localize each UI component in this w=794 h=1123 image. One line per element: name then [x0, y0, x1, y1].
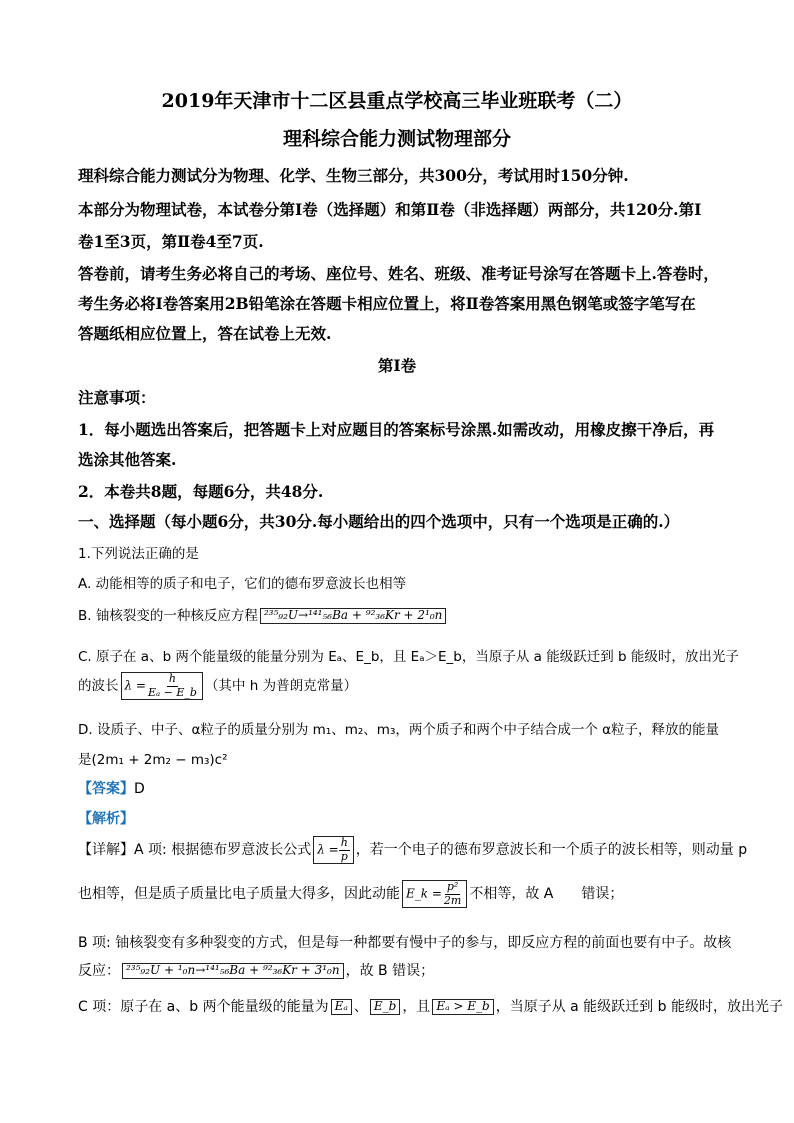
option-b-text: B. 铀核裂变的一种核反应方程 — [78, 608, 258, 624]
detail-2-fraction — [442, 881, 463, 907]
option-a: A. 动能相等的质子和电子，它们的德布罗意波长也相等 — [78, 576, 407, 592]
option-c-formula — [121, 672, 203, 700]
intro-line-3: 卷1至3页，第Ⅱ卷4至7页. — [78, 232, 264, 251]
option-c-prefix: 的波长 — [78, 678, 119, 695]
detail-line-2 — [78, 880, 623, 908]
detail-4-text-a: 反应： — [78, 963, 120, 979]
detail-5-box-ea: Eₐ — [331, 999, 352, 1015]
detail-4-formula: ²³⁵₉₂U + ¹₀n→¹⁴¹₅₆Ba + ⁹²₃₆Kr + 3¹₀n — [122, 963, 344, 979]
detail-4-text-b: ，故 B 错误； — [345, 963, 435, 979]
notice-2: 2．本卷共8题，每题6分，共48分. — [78, 482, 324, 501]
detail-1-text-b: ，若一个电子的德布罗意波长和一个质子的波长相等，则动量 p — [355, 842, 748, 859]
detail-5-box-inequality: Eₐ > E_b — [432, 999, 493, 1015]
detail-1-text-a: A 项: 根据德布罗意波长公式 — [134, 842, 312, 859]
detail-1-formula — [313, 836, 354, 864]
part-title: 一、选择题（每小题6分，共30分.每小题给出的四个选项中，只有一个选项是正确的.） — [78, 512, 680, 531]
detail-1-denominator: p — [340, 849, 348, 863]
option-d-line-2: 是(2m₁ + 2m₂ − m₃)c² — [78, 752, 228, 768]
detail-1-numerator: h — [340, 836, 348, 849]
detail-line-1 — [78, 836, 747, 864]
option-c-line-1: C. 原子在 a、b 两个能量级的能量分别为 Eₐ、E_b，且 Eₐ＞E_b，当原子从 a 能级跃迁到 b 能级时，放出光子 — [78, 649, 739, 665]
detail-2-numerator: p² — [446, 880, 459, 893]
intro-line-5: 考生务必将Ⅰ卷答案用2B铅笔涂在答题卡相应位置上，将Ⅱ卷答案用黑色钢笔或签字笔写在 — [78, 294, 696, 313]
section-title: 第Ⅰ卷 — [377, 356, 417, 375]
detail-5-text-b: ，且 — [402, 999, 431, 1015]
detail-1-fraction — [339, 837, 350, 863]
detail-2-text-a: 也相等，但是质子质量比电子质量大得多，因此动能 — [78, 886, 400, 903]
intro-line-1: 理科综合能力测试分为物理、化学、生物三部分，共300分，考试用时150分钟. — [78, 166, 629, 185]
detail-2-formula — [402, 880, 467, 908]
option-c-formula-lhs: λ = — [124, 678, 146, 693]
option-c-numerator: h — [168, 672, 176, 685]
detail-1-formula-lhs: λ = — [317, 842, 339, 857]
notice-1-line-1: 1．每小题选出答案后，把答题卡上对应题目的答案标号涂黑.如需改动，用橡皮擦干净后，再 — [78, 420, 715, 439]
notice-title: 注意事项： — [78, 388, 156, 407]
analysis-label — [78, 808, 134, 828]
answer-label: 【答案】 — [78, 781, 134, 797]
answer-value: D — [134, 781, 145, 797]
notice-1-line-2: 选涂其他答案. — [78, 450, 177, 469]
analysis-label-text: 【解析】 — [78, 811, 134, 827]
detail-2-denominator: 2m — [443, 893, 462, 907]
intro-line-2: 本部分为物理试卷，本试卷分第Ⅰ卷（选择题）和第Ⅱ卷（非选择题）两部分，共120分.第Ⅰ — [78, 200, 702, 219]
detail-5-box-eb: E_b — [370, 999, 400, 1015]
detail-line-4 — [78, 960, 434, 980]
answer-line — [78, 778, 145, 798]
option-c-denominator: Eₐ − E_b — [147, 685, 197, 699]
question-stem: 1.下列说法正确的是 — [78, 546, 199, 562]
detail-2-text-b: 不相等，故 A 错误； — [469, 886, 624, 903]
detail-2-formula-lhs: E_k = — [406, 886, 442, 901]
detail-line-5 — [78, 996, 783, 1016]
option-c-suffix: （其中 h 为普朗克常量） — [204, 678, 358, 695]
option-c-fraction — [146, 673, 199, 699]
intro-line-6: 答题纸相应位置上，答在试卷上无效. — [78, 324, 332, 343]
detail-5-text-c: ，当原子从 a 能级跃迁到 b 能级时，放出光子 — [495, 999, 783, 1015]
option-b — [78, 604, 448, 624]
detail-label: 【详解】 — [78, 842, 134, 859]
option-c-line-2 — [78, 672, 357, 700]
page-subtitle: 理科综合能力测试物理部分 — [282, 128, 511, 150]
option-d-line-1: D. 设质子、中子、α粒子的质量分别为 m₁、m₂、m₃，两个质子和两个中子结合成一个 α粒子，释放的能量 — [78, 722, 720, 738]
detail-5-separator: 、 — [353, 999, 368, 1015]
page-title: 2019年天津市十二区县重点学校高三毕业班联考（二） — [161, 90, 633, 112]
detail-line-3: B 项: 铀核裂变有多种裂变的方式，但是每一种都要有慢中子的参与，即反应方程的前面也要有中子。故核 — [78, 935, 732, 951]
intro-line-4: 答卷前，请考生务必将自己的考场、座位号、姓名、班级、准考证号涂写在答题卡上.答卷时， — [78, 264, 719, 283]
option-b-formula: ²³⁵₉₂U→¹⁴¹₅₆Ba + ⁹²₃₆Kr + 2¹₀n — [260, 608, 447, 624]
detail-5-text-a: C 项：原子在 a、b 两个能量级的能量为 — [78, 999, 329, 1015]
